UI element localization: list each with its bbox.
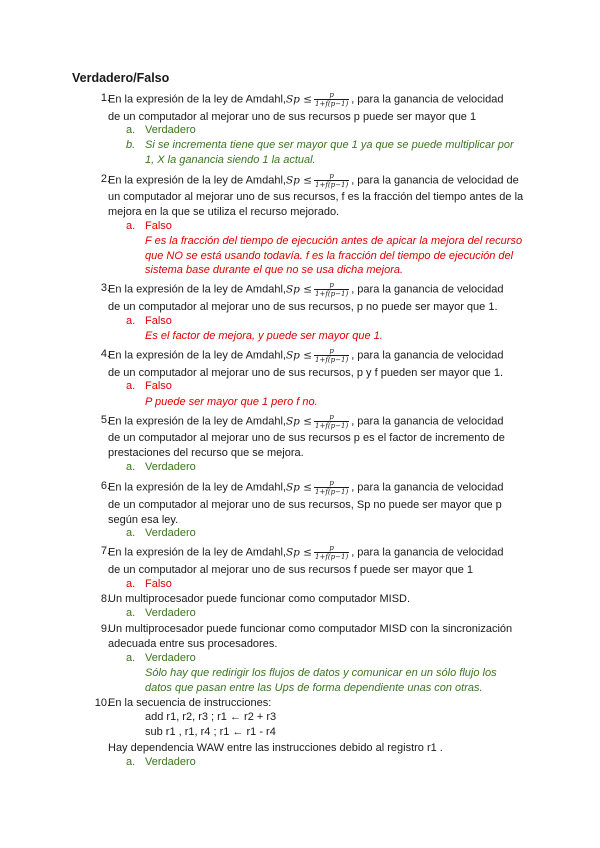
question-text-line: Un multiprocesador puede funcionar como computador MISD con la sincronización xyxy=(108,623,513,635)
answer-letter: a. xyxy=(126,220,136,232)
question-text-line xyxy=(108,413,503,430)
question-text: En la expresión de la ley de Amdahl, xyxy=(108,546,286,559)
amdahl-fraction xyxy=(314,91,349,108)
answer-value: Falso xyxy=(145,220,172,232)
question-text-line: según esa ley. xyxy=(108,514,179,526)
question-number: 7. xyxy=(100,545,110,557)
question-text: , para la ganancia de velocidad de xyxy=(351,174,519,187)
question-text-line xyxy=(108,479,503,496)
question-number: 2. xyxy=(100,173,110,185)
explanation-line: sistema base durante el que no se usa dicha mejora. xyxy=(145,264,404,276)
amdahl-fraction xyxy=(314,479,349,496)
fraction-numerator: p xyxy=(329,413,334,421)
question-number: 4. xyxy=(100,348,110,360)
question-text: , para la ganancia de velocidad xyxy=(351,415,504,428)
code-line: sub r1 , r1, r4 ; r1 ← r1 - r4 xyxy=(145,726,276,738)
answer xyxy=(126,756,196,768)
explanation-line: que NO se está usando todavía. f es la fracción del tiempo de ejecución del xyxy=(145,250,514,262)
answer xyxy=(126,652,196,664)
question-text-line xyxy=(108,172,519,189)
question-text-line: de un computador al mejorar uno de sus recursos, p no puede ser mayor que 1. xyxy=(108,301,498,313)
fraction-numerator: p xyxy=(329,172,334,180)
question-text-line xyxy=(108,544,503,561)
explanation-letter-text: b. xyxy=(126,139,136,151)
fraction-denominator: 1+f(p−1) xyxy=(315,290,349,298)
fraction-denominator: 1+f(p−1) xyxy=(315,422,349,430)
explanation-line: F es la fracción del tiempo de ejecución antes de apicar la mejora del recurso xyxy=(145,235,523,247)
answer-value: Verdadero xyxy=(145,124,196,136)
question-text-line: de un computador al mejorar uno de sus recursos, p y f pueden ser mayor que 1. xyxy=(108,367,503,379)
answer xyxy=(126,380,172,392)
fraction-numerator: p xyxy=(329,479,334,487)
question-text: En la expresión de la ley de Amdahl, xyxy=(108,174,286,187)
answer-value: Verdadero xyxy=(145,756,196,768)
formula-lhs: Sp ≤ xyxy=(285,481,313,494)
amdahl-fraction xyxy=(314,281,349,298)
answer xyxy=(126,578,172,590)
question-text-line xyxy=(108,347,503,364)
section-heading: Verdadero/Falso xyxy=(72,71,170,85)
explanation-line: 1, X la ganancia siendo 1 la actual. xyxy=(145,154,316,166)
explanation-line: datos que pasan entre las Ups de forma dependiente unas con otras. xyxy=(145,682,483,694)
answer-letter: a. xyxy=(126,461,136,473)
question-text-line: de un computador al mejorar uno de sus recursos p es el factor de incremento de xyxy=(108,432,505,444)
question-number: 3. xyxy=(100,282,110,294)
question-number: 8. xyxy=(100,593,110,605)
question-number: 10. xyxy=(94,697,110,709)
question-text-line: mejora en la que se utiliza el recurso mejorado. xyxy=(108,206,340,218)
question-text: , para la ganancia de velocidad xyxy=(351,481,504,494)
question-number: 6. xyxy=(100,480,110,492)
question-text: En la expresión de la ley de Amdahl, xyxy=(108,93,286,106)
answer xyxy=(126,527,196,539)
question-text-line: prestaciones del recurso que se mejora. xyxy=(108,447,304,459)
answer xyxy=(126,461,196,473)
question-text: , para la ganancia de velocidad xyxy=(351,93,504,106)
answer-value: Verdadero xyxy=(145,527,196,539)
question-text: En la expresión de la ley de Amdahl, xyxy=(108,481,286,494)
question-number: 9. xyxy=(100,623,110,635)
answer xyxy=(126,124,196,136)
answer-letter: a. xyxy=(126,124,136,136)
answer-value: Verdadero xyxy=(145,607,196,619)
amdahl-fraction xyxy=(314,172,349,189)
question-text-line xyxy=(108,91,503,108)
question-text-line xyxy=(108,281,503,298)
question-text-line: de un computador al mejorar uno de sus recursos f puede ser mayor que 1 xyxy=(108,564,474,576)
answer xyxy=(126,607,196,619)
answer-value: Falso xyxy=(145,578,172,590)
amdahl-fraction xyxy=(314,544,349,561)
code-line: add r1, r2, r3 ; r1 ← r2 + r3 xyxy=(145,711,277,723)
formula-lhs: Sp ≤ xyxy=(285,349,313,362)
question-number: 5. xyxy=(100,414,110,426)
question-text-line: adecuada entre sus procesadores. xyxy=(108,638,278,650)
explanation-line: Sólo hay que redirigir los flujos de datos y comunicar en un sólo flujo los xyxy=(145,667,497,679)
question-number: 1. xyxy=(100,92,110,104)
answer-value: Falso xyxy=(145,315,172,327)
fraction-numerator: p xyxy=(329,347,334,355)
answer xyxy=(126,315,172,327)
answer-value: Verdadero xyxy=(145,461,196,473)
answer-letter: a. xyxy=(126,652,136,664)
formula-lhs: Sp ≤ xyxy=(285,283,313,296)
fraction-denominator: 1+f(p−1) xyxy=(315,100,349,108)
question-text-line: En la secuencia de instrucciones: xyxy=(108,697,272,709)
fraction-denominator: 1+f(p−1) xyxy=(315,488,349,496)
formula-lhs: Sp ≤ xyxy=(285,415,313,428)
formula-lhs: Sp ≤ xyxy=(285,546,313,559)
answer-value: Verdadero xyxy=(145,652,196,664)
question-text: , para la ganancia de velocidad xyxy=(351,546,504,559)
answer-value: Falso xyxy=(145,380,172,392)
answer-letter: a. xyxy=(126,315,136,327)
answer-letter: a. xyxy=(126,380,136,392)
question-text: , para la ganancia de velocidad xyxy=(351,283,504,296)
question-text: , para la ganancia de velocidad xyxy=(351,349,504,362)
question-text-line: de un computador al mejorar uno de sus recursos, Sp no puede ser mayor que p xyxy=(108,499,502,511)
question-text-line: Hay dependencia WAW entre las instrucciones debido al registro r1 . xyxy=(108,742,443,754)
question-text: En la expresión de la ley de Amdahl, xyxy=(108,283,286,296)
fraction-denominator: 1+f(p−1) xyxy=(315,356,349,364)
question-text: En la expresión de la ley de Amdahl, xyxy=(108,415,286,428)
question-text-line: Un multiprocesador puede funcionar como computador MISD. xyxy=(108,593,411,605)
question-text-line: de un computador al mejorar uno de sus recursos p puede ser mayor que 1 xyxy=(108,111,477,123)
fraction-numerator: p xyxy=(329,544,334,552)
answer-letter: a. xyxy=(126,578,136,590)
question-text-line: un computador al mejorar uno de sus recursos, f es la fracción del tiempo antes de la xyxy=(108,191,524,203)
explanation-line: P puede ser mayor que 1 pero f no. xyxy=(145,396,318,408)
answer-letter: a. xyxy=(126,607,136,619)
answer-letter: a. xyxy=(126,527,136,539)
fraction-denominator: 1+f(p−1) xyxy=(315,181,349,189)
formula-lhs: Sp ≤ xyxy=(285,93,313,106)
explanation-line: Es el factor de mejora, y puede ser mayor que 1. xyxy=(145,330,383,342)
fraction-numerator: p xyxy=(329,91,334,99)
fraction-numerator: p xyxy=(329,281,334,289)
explanation-letter xyxy=(126,139,145,151)
amdahl-fraction xyxy=(314,413,349,430)
question-text: En la expresión de la ley de Amdahl, xyxy=(108,349,286,362)
amdahl-fraction xyxy=(314,347,349,364)
answer-letter: a. xyxy=(126,756,136,768)
formula-lhs: Sp ≤ xyxy=(285,174,313,187)
explanation-line: Si se incrementa tiene que ser mayor que 1 ya que se puede multiplicar por xyxy=(145,139,514,151)
answer xyxy=(126,220,172,232)
fraction-denominator: 1+f(p−1) xyxy=(315,553,349,561)
